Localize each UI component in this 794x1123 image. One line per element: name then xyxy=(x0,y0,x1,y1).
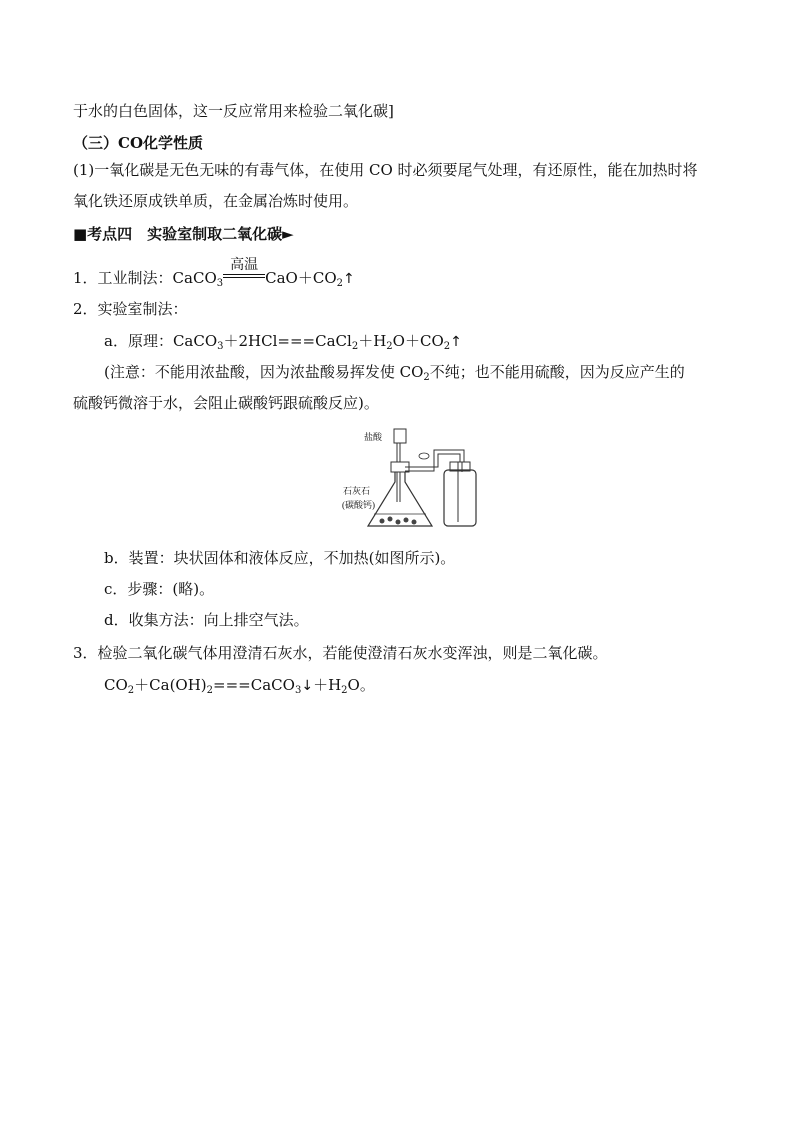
subscript: 3 xyxy=(216,278,224,289)
gas-up-arrow: ↑ xyxy=(343,271,355,287)
subscript: 3 xyxy=(294,685,302,696)
precipitate-down-arrow: ↓ xyxy=(301,678,314,694)
label-hydrochloric-acid: 盐酸 xyxy=(364,432,383,442)
reaction-condition xyxy=(223,257,265,288)
subscript: 3 xyxy=(217,341,224,352)
funnel-top xyxy=(394,429,406,443)
subscript: 2 xyxy=(206,685,214,696)
industrial-products: CaO＋CO xyxy=(265,269,337,287)
collection-method: d．收集方法：向上排空气法。 xyxy=(104,611,309,629)
subscript: 2 xyxy=(423,372,430,383)
note-line-2: 硫酸钙微溶于水，会阻止碳酸钙跟硫酸反应)。 xyxy=(73,394,379,412)
note-line-1 xyxy=(104,362,685,382)
industrial-method xyxy=(73,257,355,289)
principle-equation xyxy=(104,331,462,352)
label-limestone: 石灰石 xyxy=(343,486,371,496)
industrial-prefix: 1．工业制法：CaCO xyxy=(73,269,217,287)
eq-part-c: ===CaCO xyxy=(213,676,295,694)
gas-collection-bottle xyxy=(444,470,476,526)
principle-part2: ＋H xyxy=(358,332,387,350)
limestone-pieces xyxy=(380,517,417,525)
condition-text: 高温 xyxy=(230,257,259,273)
subscript: 2 xyxy=(336,278,343,289)
subscript: 2 xyxy=(127,685,135,696)
delivery-tube xyxy=(405,454,460,467)
gas-up-arrow: ↑ xyxy=(450,334,462,350)
subscript: 2 xyxy=(341,685,348,696)
clamp xyxy=(419,453,429,459)
principle-prefix: a．原理：CaCO xyxy=(104,332,218,350)
apparatus-figure xyxy=(338,426,508,541)
eq-part-b: ＋Ca(OH) xyxy=(134,676,207,694)
label-calcium-carbonate: (碳酸钙) xyxy=(342,500,375,510)
eq-part-a: CO xyxy=(104,676,128,694)
section-heading-k4: ■考点四 实验室制取二氧化碳► xyxy=(73,225,294,243)
lab-method-heading: 2．实验室制法： xyxy=(73,300,188,318)
test-method: 3．检验二氧化碳气体用澄清石灰水，若能使澄清石灰水变浑浊，则是二氧化碳。 xyxy=(73,644,608,662)
co-property-line-2: 氧化铁还原成铁单质，在金属冶炼时使用。 xyxy=(73,192,359,210)
eq-part-e: O。 xyxy=(347,676,375,694)
section-heading-co: （三）CO化学性质 xyxy=(73,134,204,152)
subscript: 2 xyxy=(386,341,393,352)
steps: c．步骤：(略)。 xyxy=(104,580,215,598)
eq-part-d: ＋H xyxy=(313,676,342,694)
note-part-b: 不纯；也不能用硫酸，因为反应产生的 xyxy=(429,363,685,381)
principle-part3: O＋CO xyxy=(392,332,444,350)
test-equation xyxy=(104,675,375,696)
subscript: 2 xyxy=(443,341,451,352)
principle-part1: ＋2HCl===CaCl xyxy=(223,332,352,350)
note-part-a: (注意：不能用浓盐酸，因为浓盐酸易挥发使 CO xyxy=(104,363,424,381)
co-property-line-1: (1)一氧化碳是无色无味的有毒气体，在使用 CO 时必须要尾气处理，有还原性，能在加热时将 xyxy=(73,161,698,179)
subscript: 2 xyxy=(351,341,359,352)
paragraph-continuation: 于水的白色固体，这一反应常用来检验二氧化碳] xyxy=(73,102,394,120)
apparatus-description: b．装置：块状固体和液体反应，不加热(如图所示)。 xyxy=(104,549,456,567)
